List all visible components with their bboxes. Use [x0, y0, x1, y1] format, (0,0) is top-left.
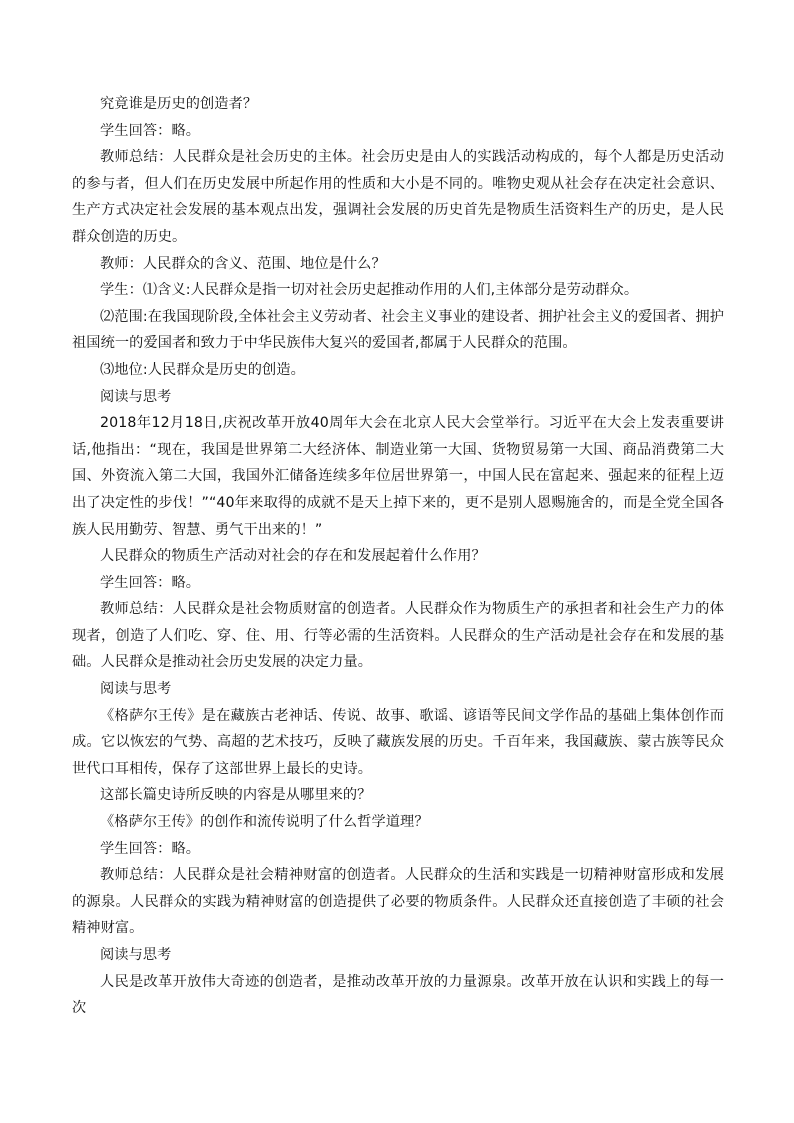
- question-paragraph: 人民群众的物质生产活动对社会的存在和发展起着什么作用？: [100, 548, 486, 565]
- teacher-summary-paragraph: 教师总结：人民群众是社会历史的主体。社会历史是由人的实践活动构成的，每个人都是历史活动的参与者，但人们在历史发展中所起作用的性质和大小是不同的。唯物史观从社会存在决定社会意识、生产方式决定社会发展的基本观点出发，强调社会发展的历史首先是物质生活资料生产的历史，是人民群众创造的历史。: [72, 149, 724, 245]
- reading-text-paragraph: 《格萨尔王传》是在藏族古老神话、传说、故事、歌谣、谚语等民间文学作品的基础上集体创作而成。它以恢宏的气势、高超的艺术技巧，反映了藏族发展的历史。千百年来，我国藏族、蒙古族等民众世代口耳相传，保存了这部世界上最长的史诗。: [72, 707, 724, 777]
- reading-heading: 阅读与思考: [100, 947, 172, 963]
- teacher-summary-paragraph: 教师总结：人民群众是社会物质财富的创造者。人民群众作为物质生产的承担者和社会生产力的体现者，创造了人们吃、穿、住、用、行等必需的生活资料。人民群众的生产活动是社会存在和发展的基础。人民群众是推动社会历史发展的决定力量。: [72, 601, 724, 671]
- question-paragraph: 这部长篇史诗所反映的内容是从哪里来的？: [100, 787, 372, 804]
- reading-text-paragraph: 2018年12月18日,庆祝改革开放40周年大会在北京人民大会堂举行。习近平在大会上发表重要讲话,他指出：“现在，我国是世界第二大经济体、制造业第一大国、货物贸易第一大国、商品消费第二大国、外资流入第二大国，我国外汇储备连续多年位居世界第一，中国人民在富起来、强起来的征程上迈出了决定性的步伐！”“40年来取得的成就不是天上掉下来的，更不是别人恩赐施舍的，而是全党全国各族人民用勤劳、智慧、勇气干出来的！”: [72, 415, 724, 538]
- document-body: [72, 91, 724, 1022]
- status-paragraph: ⑶地位:人民群众是历史的创造。: [100, 361, 305, 378]
- teacher-question-paragraph: 教师：人民群众的含义、范围、地位是什么？: [100, 255, 386, 272]
- reading-heading: 阅读与思考: [100, 681, 172, 698]
- student-answer-paragraph: 学生回答：略。: [100, 574, 201, 591]
- student-answer-paragraph: 学生回答：略。: [100, 122, 201, 139]
- student-answer-meaning-paragraph: 学生：⑴含义:人民群众是指一切对社会历史起推动作用的人们,主体部分是劳动群众。: [100, 282, 639, 299]
- teacher-summary-paragraph: 教师总结：人民群众是社会精神财富的创造者。人民群众的生活和实践是一切精神财富形成和发展的源泉。人民群众的实践为精神财富的创造提供了必要的物质条件。人民群众还直接创造了丰硕的社会精神财富。: [72, 867, 724, 937]
- question-paragraph: 究竟谁是历史的创造者？: [100, 96, 258, 112]
- reading-text-paragraph: 人民是改革开放伟大奇迹的创造者，是推动改革开放的力量源泉。改革开放在认识和实践上的每一次: [72, 973, 724, 1017]
- scope-paragraph: ⑵范围:在我国现阶段,全体社会主义劳动者、社会主义事业的建设者、拥护社会主义的爱国者、拥护祖国统一的爱国者和致力于中华民族伟大复兴的爱国者,都属于人民群众的范围。: [72, 308, 724, 352]
- reading-heading: 阅读与思考: [100, 388, 172, 405]
- question-paragraph: 《格萨尔王传》的创作和流传说明了什么哲学道理？: [100, 814, 429, 831]
- student-answer-paragraph: 学生回答：略。: [100, 840, 201, 857]
